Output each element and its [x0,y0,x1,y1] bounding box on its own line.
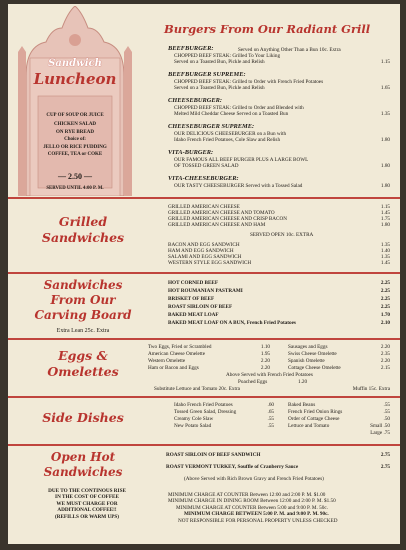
luncheon-title-2: Luncheon [33,70,117,88]
grilled-served-open-note: SERVED OPEN 10c. EXTRA [250,232,314,238]
egg-item: Two Eggs, Fried or Scrambled [148,344,212,350]
carving-header-1: Sandwiches [43,278,123,292]
burger-name: CHEESEBURGER: [168,97,222,104]
coffee-notice-line: ADDITIONAL COFFEE!! [57,507,117,514]
coffee-notice [22,488,152,520]
egg-price: 2.20 [260,358,270,364]
section-divider [8,444,400,446]
grilled-item: GRILLED AMERICAN CHEESE AND CRISP BACON [168,216,287,222]
luncheon-line: ON RYE BREAD [56,129,94,135]
carving-price: 2.25 [380,288,390,294]
side-item: Order of Cottage Cheese [288,416,340,422]
eggs-header-1: Eggs & [58,348,108,363]
egg-item: Sausages and Eggs [288,344,328,350]
side-item: New Potato Salad [174,423,212,429]
egg-price: 2.20 [380,344,390,350]
grilled-price: 1.35 [380,242,390,248]
eggs-header-2: Omelettes [47,364,119,379]
burgers-header: Burgers From Our Radiant Grill [164,22,371,36]
egg-price: 2.35 [380,351,390,357]
burger-desc: OUR DELICIOUS CHEESEBURGER on a Bun with [174,131,287,137]
side-price: Small .50 [370,423,390,429]
burger-desc: OUR FAMOUS ALL BEEF BURGER PLUS A LARGE BOWL [174,157,309,163]
burger-list [168,46,390,196]
luncheon-line: Choice of: [64,137,86,143]
burger-item [168,150,390,176]
burger-price: 1.15 [380,59,390,65]
section-divider [8,197,400,199]
open-hot-header-2: Sandwiches [43,465,123,479]
side-price: .55 [267,416,274,422]
burger-desc: Idaho French Fried Potatoes, Cole Slaw and Relish [174,137,281,143]
egg-price: 2.20 [260,365,270,371]
side-item: Idaho French Fried Potatoes [174,402,233,408]
burger-item [168,98,390,124]
open-hot-price: 2.75 [380,452,390,458]
egg-item: Ham or Bacon and Eggs [148,365,199,371]
carving-price: 2.25 [380,304,390,310]
minimum-charge-notice [168,492,392,524]
grilled-price: 1.45 [380,260,390,266]
minimum-charge-line: MINIMUM CHARGE BETWEEN 5:00 P. M. and 9:00 P. M. 90c. [184,511,329,518]
carving-item: BRISKET OF BEEF [168,296,215,302]
section-divider [8,396,400,398]
egg-price: 1.95 [260,351,270,357]
burger-price: 1.35 [380,111,390,117]
side-price: .55 [267,423,274,429]
egg-item: Western Omelette [148,358,186,364]
burger-price: 1.80 [380,183,390,189]
grilled-item: WESTERN STYLE EGG SANDWICH [168,260,252,266]
grilled-item: HAM AND EGG SANDWICH [168,248,234,254]
minimum-charge-line: MINIMUM CHARGE AT COUNTER Between 5:00 and 9:00 P. M. 50c. [176,504,328,511]
burger-name: BEEFBURGER: [168,45,214,52]
grilled-price: 1.80 [380,222,390,228]
carving-price: 1.70 [380,312,390,318]
minimum-charge-line: MINIMUM CHARGE IN DINING ROOM Between 12:00 and 2:00 P. M. $1.50 [168,498,336,505]
carving-item: HOT CORNED BEEF [168,280,219,286]
burger-price: 1.80 [380,163,390,169]
grilled-list [168,204,390,270]
burger-desc: CHOPPED BEEF STEAK: Grilled to Order with French Fried Potatoes [174,79,324,85]
burger-item [168,46,390,72]
open-hot-list [166,452,390,486]
carving-price: 2.25 [380,280,390,286]
luncheon-line: CUP OF SOUP OR JUICE [46,113,104,118]
egg-price: 1.20 [298,379,308,385]
side-price: .60 [267,402,274,408]
burger-item [168,72,390,98]
grilled-price: 1.40 [380,248,390,254]
egg-price: 2.20 [380,358,390,364]
coffee-notice-line: (REFILLS OR WARM UPS) [54,513,120,520]
eggs-substitute-note: Substitute Lettuce and Tomato 20c. Extra [154,386,240,392]
menu-page [8,4,400,544]
side-price: .55 [383,402,390,408]
burger-desc: CHOPPED BEEF STEAK: Grilled to Order and Blended with [174,105,304,111]
burger-name: CHEESEBURGER SUPREME: [168,123,255,130]
grilled-header-2: Sandwiches [41,230,125,245]
grilled-price: 1.35 [380,254,390,260]
carving-list [168,280,390,328]
luncheon-line: CHICKEN SALAD [53,122,97,128]
luncheon-served-until: SERVED UNTIL 4:00 P. M. [46,186,104,191]
burger-desc: Served on a Toasted Bun, Pickle and Relish [174,85,265,91]
side-item: Tossed Green Salad, Dressing [174,409,237,415]
burger-desc: CHOPPED BEEF STEAK: Grilled To Your Liking [174,53,281,59]
burger-desc: Served on a Toasted Bun, Pickle and Relish [174,59,265,65]
eggs-fries-note: Above Served with French Fried Potatoes [226,372,313,378]
side-price: .55 [383,409,390,415]
luncheon-panel [16,6,134,196]
ornate-arch-frame [16,6,134,196]
burger-item [168,176,390,196]
egg-item: American Cheese Omelette [148,351,206,357]
grilled-price: 1.15 [380,204,390,210]
coffee-notice-line: WE MUST CHARGE FOR [56,500,118,507]
carving-item: HOT ROUMANIAN PASTRAMI [168,288,243,294]
side-price-large: Large .75 [370,430,390,436]
luncheon-price: — 2.50 — [58,172,92,181]
side-item: Creamy Cole Slaw [174,416,214,422]
open-hot-price: 2.75 [380,464,390,470]
egg-price: 2.15 [380,365,390,371]
egg-item: Spanish Omelette [288,358,325,364]
burger-name: VITA-CHEESEBURGER: [168,175,239,182]
egg-price: 1.10 [260,344,270,350]
burger-note: Served on Anything Other Than a Bun 10c. Extra [238,47,341,53]
carving-item: BAKED MEAT LOAF [168,312,219,318]
grilled-item: GRILLED AMERICAN CHEESE AND TOMATO [168,210,275,216]
grilled-item: BACON AND EGG SANDWICH [168,242,240,248]
carving-price: 2.25 [380,296,390,302]
burger-desc: OF TOSSED GREEN SALAD [174,163,239,169]
section-divider [8,272,400,274]
section-divider [8,338,400,340]
carving-header-3: Carving Board [34,308,132,322]
side-item: French Fried Onion Rings [288,409,343,415]
luncheon-line: COFFEE, TEA or COKE [47,152,103,158]
coffee-notice-line: IN THE COST OF COFFEE [55,494,119,501]
property-disclaimer: NOT RESPONSIBLE FOR PERSONAL PROPERTY UNLESS CHECKED [178,517,338,524]
carving-item: ROAST SIRLOIN OF BEEF [168,304,233,310]
minimum-charge-line: MINIMUM CHARGE AT COUNTER Between 12:00 and 2:00 P. M. $1.00 [168,492,326,498]
open-hot-note: (Above Served with Rich Brown Gravy and French Fried Potatoes) [184,476,324,482]
grilled-header-1: Grilled [58,214,108,229]
burger-price: 1.80 [380,137,390,143]
open-hot-item: ROAST SIRLOIN OF BEEF SANDWICH [166,452,261,458]
egg-item: Swiss Cheese Omelette [288,351,337,357]
burger-name: VITA-BURGER: [168,149,214,156]
grilled-item: GRILLED AMERICAN CHEESE AND HAM [168,222,266,228]
grilled-item: GRILLED AMERICAN CHEESE [168,204,240,210]
side-item: Lettuce and Tomato [288,423,330,429]
burger-name: BEEFBURGER SUPREME: [168,71,246,78]
side-price: .65 [267,409,274,415]
egg-item: Poached Eggs [238,379,268,385]
side-price: .50 [383,416,390,422]
luncheon-title-1: Sandwich [48,58,102,69]
eggs-list [148,344,390,400]
egg-item: Cottage Cheese Omelette [288,365,341,371]
burger-price: 1.65 [380,85,390,91]
burger-item [168,124,390,150]
grilled-price: 1.45 [380,210,390,216]
side-item: Baked Beans [288,402,316,408]
luncheon-lines [16,112,134,158]
burger-desc: Melted Mild Cheddar Cheese Served on a Toasted Bun [174,111,289,117]
grilled-item: SALAMI AND EGG SANDWICH [168,254,242,260]
burger-desc: OUR TASTY CHEESEBURGER Served with a Tossed Salad [174,183,303,189]
sides-list [174,402,390,442]
grilled-price: 1.75 [380,216,390,222]
coffee-notice-line: DUE TO THE CONTINOUS RISE [48,488,126,494]
sides-header: Side Dishes [42,410,124,425]
carving-header-2: From Our [50,293,116,307]
open-hot-header-1: Open Hot [50,450,116,464]
carving-item: BAKED MEAT LOAF ON A BUN, French Fried Potatoes [168,320,296,326]
carving-extra-lean-note: Extra Lean 25c. Extra [56,328,110,334]
eggs-muffin-note: Muffin 15c. Extra [352,386,390,392]
carving-price: 2.10 [380,320,390,326]
luncheon-line: JELLO OR RICE PUDDING [43,144,107,150]
open-hot-item: ROAST VERMONT TURKEY, Souffle of Cranberry Sauce [166,464,299,470]
